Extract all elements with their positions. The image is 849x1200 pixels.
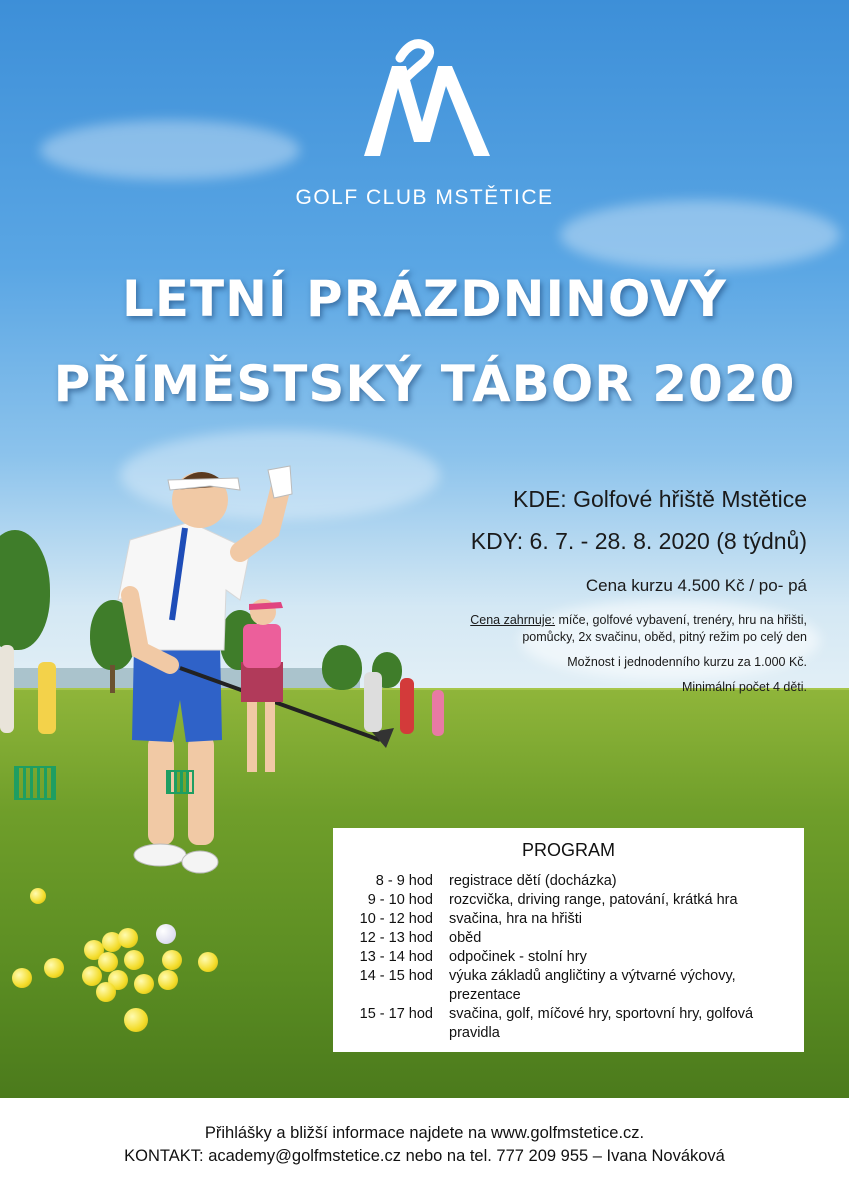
club-name: GOLF CLUB MSTĚTICE (295, 186, 554, 209)
golf-ball (30, 888, 46, 904)
golf-ball (124, 950, 144, 970)
golf-ball (134, 974, 154, 994)
golf-ball (198, 952, 218, 972)
program-activity: výuka základů angličtiny a výtvarné výchovy, prezentace (449, 968, 736, 1003)
program-activity: oběd (449, 930, 482, 946)
golf-ball (96, 982, 116, 1002)
child-figure (38, 662, 56, 734)
program-box (333, 828, 804, 1052)
program-activity: svačina, golf, míčové hry, sportovní hry, golfová pravidla (449, 1006, 754, 1041)
cloud (560, 200, 840, 270)
includes-text: míče, golfové vybavení, trenéry, hru na hřišti, pomůcky, 2x svačinu, oběd, pitný režim po celý den (522, 613, 807, 644)
child-figure (0, 645, 14, 733)
price-includes (447, 612, 807, 646)
ball-basket (166, 770, 194, 794)
program-activity: rozcvička, driving range, patování, krátká hra (449, 892, 738, 908)
program-time: 9 - 10 hod (367, 892, 433, 908)
program-activity: odpočinek - stolní hry (449, 949, 587, 965)
location-text: KDE: Golfové hřiště Mstětice (513, 486, 807, 512)
golf-ball (44, 958, 64, 978)
program-activity: registrace dětí (docházka) (449, 873, 617, 889)
title-line-2: PŘÍMĚSTSKÝ TÁBOR 2020 (53, 355, 796, 413)
footer-contact-line: KONTAKT: academy@golfmstetice.cz nebo na tel. 777 209 955 – Ivana Nováková (124, 1147, 725, 1165)
program-time: 13 - 14 hod (359, 949, 433, 965)
program-time: 12 - 13 hod (359, 930, 433, 946)
child-figure (432, 690, 444, 736)
golf-ball (162, 950, 182, 970)
cloud (40, 120, 300, 180)
one-day-option: Možnost i jednodenního kurzu za 1.000 Kč. (567, 655, 807, 669)
minimum-count: Minimální počet 4 děti. (681, 680, 807, 694)
golf-ball (98, 952, 118, 972)
price-text: Cena kurzu 4.500 Kč / po- pá (585, 576, 807, 595)
program-activity: svačina, hra na hřišti (449, 911, 582, 927)
adult-figure (364, 672, 382, 732)
program-time: 15 - 17 hod (359, 1006, 433, 1022)
child-figure (400, 678, 414, 734)
includes-label: Cena zahrnuje: (470, 613, 556, 627)
golf-ball (124, 1008, 148, 1032)
golf-ball (158, 970, 178, 990)
golf-ball (156, 924, 176, 944)
golf-ball (12, 968, 32, 988)
golf-ball (118, 928, 138, 948)
program-time: 14 - 15 hod (359, 968, 433, 984)
club-logo-icon (360, 38, 500, 158)
title-line-1: LETNÍ PRÁZDNINOVÝ (122, 270, 727, 328)
program-time: 8 - 9 hod (375, 873, 433, 889)
girl-golfer-illustration (225, 592, 315, 782)
program-title: PROGRAM (521, 840, 615, 860)
date-text: KDY: 6. 7. - 28. 8. 2020 (8 týdnů) (470, 528, 807, 554)
program-time: 10 - 12 hod (359, 911, 433, 927)
footer (0, 1098, 849, 1200)
ball-basket (14, 766, 56, 800)
footer-info-line: Přihlášky a bližší informace najdete na www.golfmstetice.cz. (204, 1124, 645, 1142)
